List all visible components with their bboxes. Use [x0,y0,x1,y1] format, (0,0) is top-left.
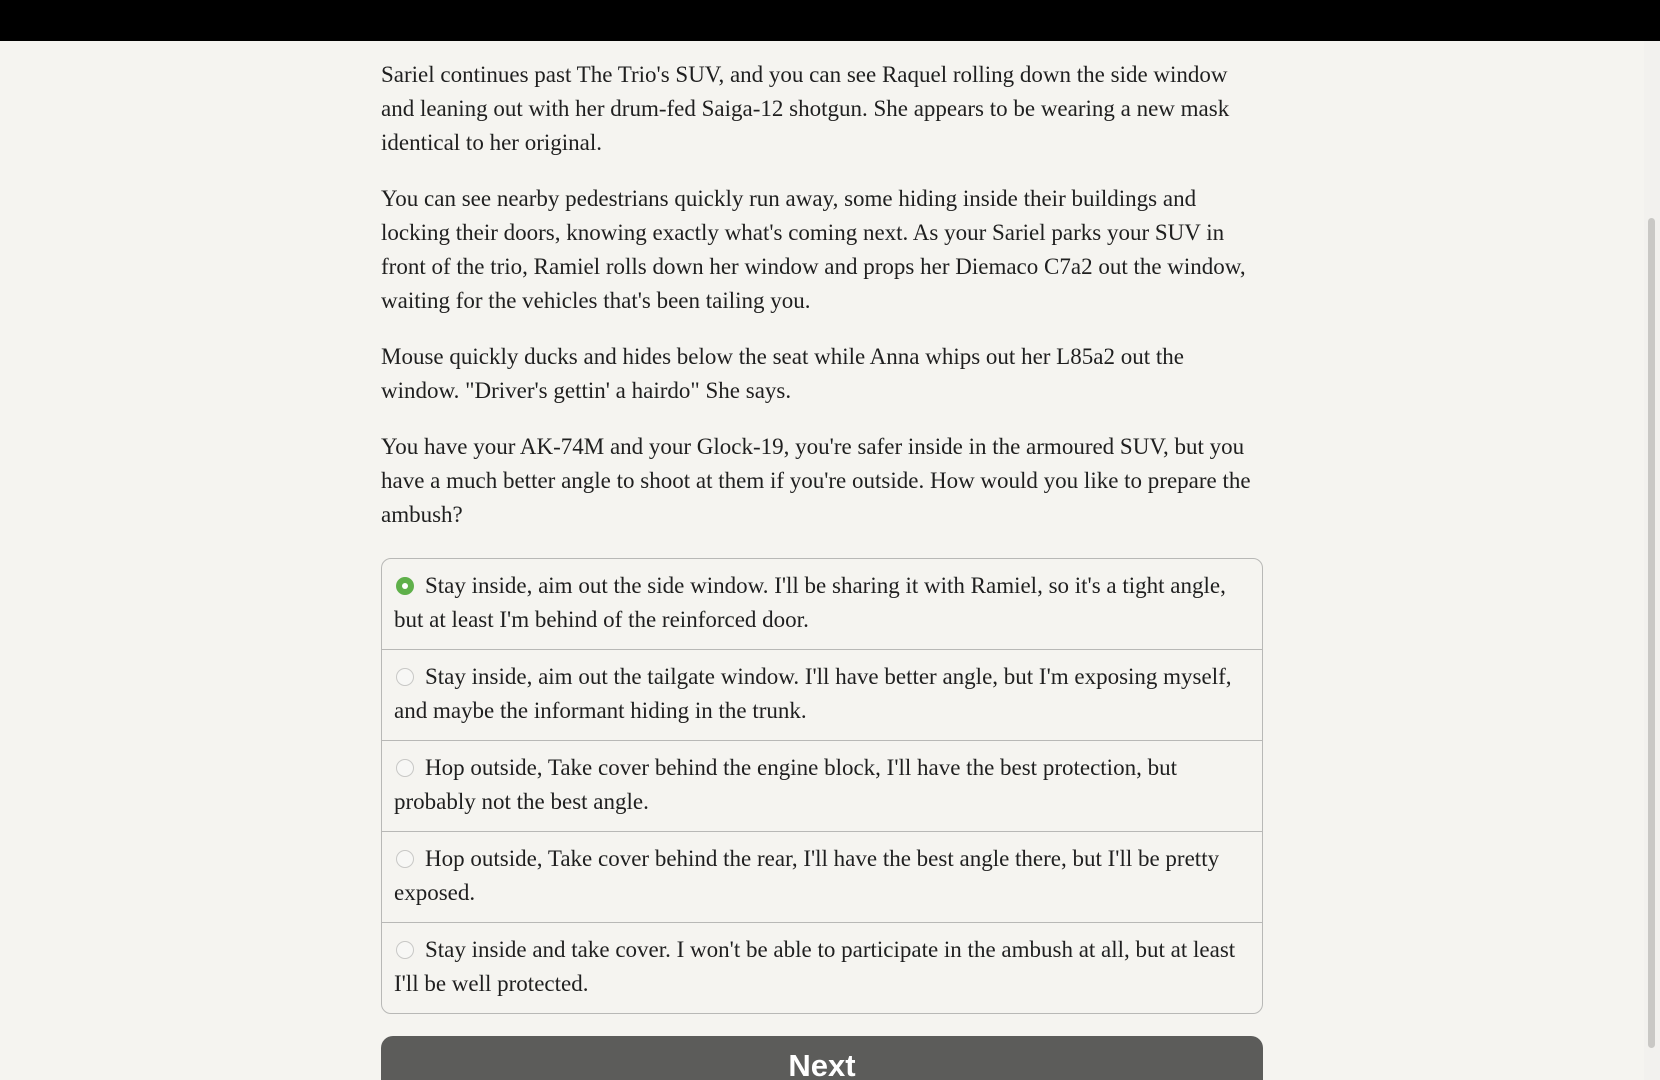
radio-empty-icon[interactable] [396,668,414,686]
choice-label: Stay inside and take cover. I won't be able to participate in the ambush at all, but at least I'll be well protected. [394,937,1236,996]
radio-empty-icon[interactable] [396,850,414,868]
story-text [381,58,1263,532]
choice-list [381,558,1263,1014]
choice-label: Hop outside, Take cover behind the engine block, I'll have the best protection, but probably not the best angle. [394,755,1177,814]
next-button[interactable]: Next [381,1036,1263,1080]
story-paragraph: Sariel continues past The Trio's SUV, and you can see Raquel rolling down the side window and leaning out with her drum-fed Saiga-12 shotgun. She appears to be wearing a new mask identical to her original. [381,62,1230,155]
story-paragraph: You have your AK-74M and your Glock-19, you're safer inside in the armoured SUV, but you have a much better angle to shoot at them if you're outside. How would you like to prepare the ambush? [381,434,1251,527]
choice-option-1[interactable] [382,559,1262,649]
scrollbar-thumb[interactable] [1648,218,1655,1048]
choice-label: Stay inside, aim out the side window. I'll be sharing it with Ramiel, so it's a tight angle, but at least I'm behind of the reinforced door. [394,573,1226,632]
choice-option-4[interactable] [382,831,1262,922]
choice-option-3[interactable] [382,740,1262,831]
top-bar [0,0,1660,41]
game-content [381,58,1263,1080]
story-paragraph: You can see nearby pedestrians quickly run away, some hiding inside their buildings and locking their doors, knowing exactly what's coming next. As your Sariel parks your SUV in front of the trio, Ramiel rolls down her window and props her Diemaco C7a2 out the window, waiting for the vehicles that's been tailing you. [381,186,1246,313]
radio-empty-icon[interactable] [396,941,414,959]
radio-selected-icon[interactable] [396,577,414,595]
choice-option-5[interactable] [382,922,1262,1013]
choice-option-2[interactable] [382,649,1262,740]
story-paragraph: Mouse quickly ducks and hides below the seat while Anna whips out her L85a2 out the window. "Driver's gettin' a hairdo" She says. [381,344,1184,403]
choice-label: Stay inside, aim out the tailgate window. I'll have better angle, but I'm exposing myself, and maybe the informant hiding in the trunk. [394,664,1232,723]
choice-label: Hop outside, Take cover behind the rear, I'll have the best angle there, but I'll be pretty exposed. [394,846,1220,905]
radio-empty-icon[interactable] [396,759,414,777]
